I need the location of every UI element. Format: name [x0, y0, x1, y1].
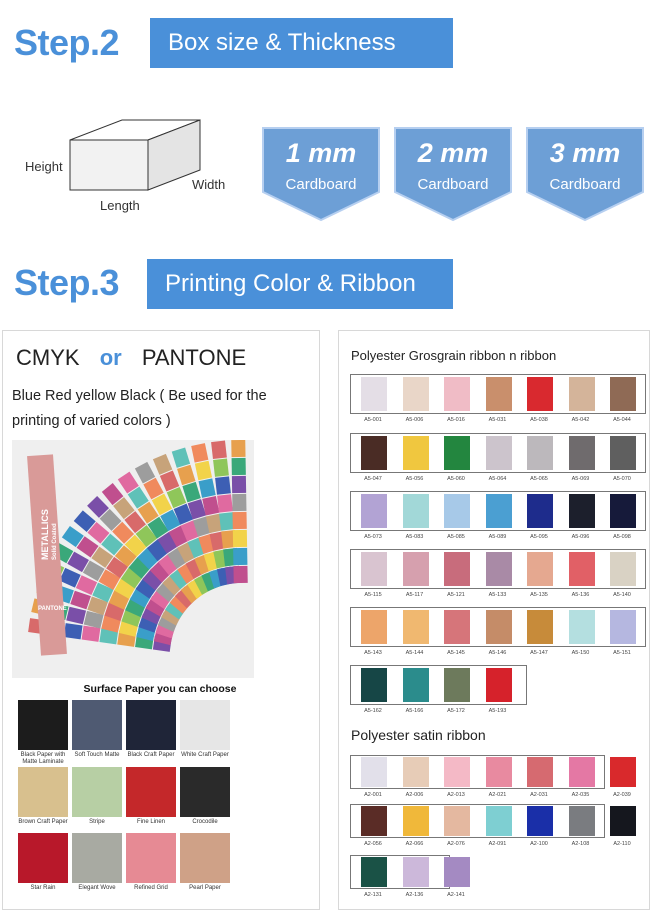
ribbon-code: A5-147 — [530, 650, 548, 656]
ribbon-code: A5-044 — [613, 417, 631, 423]
ribbon-swatch[interactable] — [403, 857, 429, 887]
pantone-chip — [82, 626, 101, 642]
ribbon-code: A5-133 — [488, 592, 507, 598]
surface-paper-label: Black Craft Paper — [127, 752, 175, 758]
surface-paper-swatch[interactable] — [72, 700, 122, 750]
surface-paper-swatch[interactable] — [18, 767, 68, 817]
surface-paper-swatch[interactable] — [126, 833, 176, 883]
ribbon-swatch[interactable] — [444, 377, 470, 411]
cmyk-label: CMYK — [16, 345, 80, 370]
ribbon-swatch[interactable] — [569, 436, 595, 470]
ribbon-code: A5-095 — [530, 534, 548, 540]
ribbon-code: A5-144 — [405, 650, 424, 656]
ribbon-code: A5-172 — [447, 708, 465, 714]
thickness-mm: 3 mm — [549, 138, 621, 168]
ribbon-swatch[interactable] — [444, 806, 470, 836]
ribbon-code: A2-136 — [405, 892, 424, 898]
ribbon-code: A5-096 — [571, 534, 590, 540]
pantone-sub-text: Solid Coated — [52, 523, 58, 560]
ribbon-swatch[interactable] — [444, 668, 470, 702]
ribbon-code: A5-136 — [571, 592, 590, 598]
ribbon-code: A5-016 — [447, 417, 465, 423]
ribbon-swatch[interactable] — [527, 436, 553, 470]
pantone-chip — [211, 441, 227, 459]
ribbon-swatch[interactable] — [361, 494, 387, 528]
pantone-chip — [172, 448, 190, 468]
ribbon-code: A5-146 — [488, 650, 507, 656]
ribbon-code: A2-108 — [571, 841, 590, 847]
thickness-material: Cardboard — [285, 176, 357, 193]
satin-title: Polyester satin ribbon — [351, 727, 486, 743]
ribbon-swatch[interactable] — [610, 436, 636, 470]
pantone-guide-image — [12, 440, 254, 678]
ribbon-code: A2-006 — [405, 792, 424, 798]
ribbon-row — [350, 374, 646, 414]
ribbon-swatch[interactable] — [527, 806, 553, 836]
ribbon-swatch[interactable] — [610, 610, 636, 644]
step2-number: Step.2 — [14, 22, 120, 63]
ribbon-swatch[interactable] — [444, 494, 470, 528]
ribbon-code: A2-141 — [447, 892, 465, 898]
thickness-badge-1mm[interactable] — [259, 126, 383, 222]
ribbon-swatch[interactable] — [527, 494, 553, 528]
ribbon-code: A2-110 — [613, 841, 631, 847]
pantone-chip — [213, 458, 229, 476]
pantone-chip — [70, 591, 91, 610]
box-width-label: Width — [192, 177, 226, 192]
ribbon-swatch[interactable] — [444, 436, 470, 470]
pantone-chip — [217, 494, 233, 512]
pantone-chip — [177, 465, 195, 485]
ribbon-code: A5-083 — [405, 534, 424, 540]
surface-paper-label: Star Rain — [30, 885, 56, 891]
ribbon-swatch[interactable] — [610, 757, 636, 787]
ribbon-swatch[interactable] — [610, 806, 636, 836]
ribbon-swatch[interactable] — [403, 494, 429, 528]
or-label: or — [99, 345, 122, 370]
ribbon-code: A2-001 — [364, 792, 382, 798]
ribbon-swatch[interactable] — [403, 552, 429, 586]
ribbon-swatch[interactable] — [361, 552, 387, 586]
ribbon-swatch[interactable] — [361, 377, 387, 411]
ribbon-code: A2-039 — [613, 792, 631, 798]
ribbon-swatch[interactable] — [486, 610, 512, 644]
ribbon-code: A5-135 — [530, 592, 548, 598]
ribbon-row — [350, 491, 646, 531]
pantone-chip — [66, 607, 86, 625]
thickness-material: Cardboard — [417, 176, 489, 193]
ribbon-swatch[interactable] — [444, 552, 470, 586]
ribbon-code: A5-162 — [364, 708, 382, 714]
ribbon-row — [350, 804, 605, 838]
ribbon-swatch[interactable] — [527, 610, 553, 644]
ribbon-code: A5-098 — [613, 534, 631, 540]
ribbon-code: A2-031 — [530, 792, 548, 798]
ribbon-swatch[interactable] — [361, 806, 387, 836]
surface-paper-label: Stripe — [89, 819, 105, 825]
pantone-chip — [199, 478, 216, 498]
ribbon-swatch[interactable] — [361, 668, 387, 702]
pantone-chip — [232, 458, 246, 475]
ribbon-swatch[interactable] — [610, 494, 636, 528]
ribbon-swatch[interactable] — [361, 857, 387, 887]
ribbon-swatch[interactable] — [444, 757, 470, 787]
pantone-chip — [64, 623, 83, 639]
ribbon-swatch[interactable] — [486, 668, 512, 702]
pantone-chip — [153, 454, 172, 475]
box-length-label: Length — [100, 198, 140, 213]
surface-paper-swatch[interactable] — [72, 833, 122, 883]
surface-paper-swatch[interactable] — [126, 700, 176, 750]
step3-title: Printing Color & Ribbon — [165, 270, 416, 297]
color-description: Blue Red yellow Black ( Be used for the printing of varied colors ) — [12, 388, 267, 429]
surface-paper-swatch[interactable] — [180, 767, 230, 817]
ribbon-code: A2-076 — [447, 841, 465, 847]
ribbon-row — [350, 665, 527, 705]
pantone-chip — [233, 512, 247, 529]
ribbon-swatch[interactable] — [486, 436, 512, 470]
ribbon-code: A5-145 — [447, 650, 465, 656]
ribbon-code: A2-013 — [447, 792, 465, 798]
ribbon-swatch[interactable] — [569, 757, 595, 787]
ribbon-code: A2-035 — [571, 792, 590, 798]
ribbon-swatch[interactable] — [569, 377, 595, 411]
thickness-mm: 2 mm — [417, 138, 489, 168]
surface-paper-label: Elegant Wove — [78, 885, 116, 891]
ribbon-code: A2-100 — [530, 841, 548, 847]
ribbon-swatch[interactable] — [486, 552, 512, 586]
surface-paper-label: Soft Touch Matte — [74, 752, 120, 758]
ribbon-swatch[interactable] — [569, 494, 595, 528]
ribbon-code: A5-001 — [364, 417, 382, 423]
ribbon-swatch[interactable] — [361, 610, 387, 644]
pantone-label: PANTONE — [141, 345, 247, 370]
ribbon-swatch[interactable] — [361, 436, 387, 470]
ribbon-code: A5-060 — [447, 476, 465, 482]
surface-paper-label: Pearl Paper — [189, 885, 221, 891]
ribbon-swatch[interactable] — [527, 377, 553, 411]
pantone-chip — [182, 482, 200, 502]
step2-banner — [150, 18, 453, 68]
ribbon-code: A5-038 — [530, 417, 548, 423]
ribbon-code: A5-042 — [571, 417, 590, 423]
ribbon-code: A5-151 — [613, 650, 631, 656]
surface-paper-label: White Craft Paper — [181, 752, 229, 758]
thickness-material: Cardboard — [549, 176, 621, 193]
pantone-chip — [231, 440, 245, 457]
ribbon-code: A5-089 — [488, 534, 507, 540]
ribbon-swatch[interactable] — [403, 610, 429, 644]
ribbon-code: A5-143 — [364, 650, 382, 656]
ribbon-code: A5-031 — [488, 417, 507, 423]
ribbon-row — [350, 433, 646, 473]
ribbon-code: A5-056 — [405, 476, 424, 482]
step3-number: Step.3 — [14, 262, 120, 303]
surface-paper-swatch[interactable] — [18, 700, 68, 750]
surface-paper-swatch[interactable] — [180, 700, 230, 750]
ribbon-code: A2-066 — [405, 841, 424, 847]
ribbon-swatch[interactable] — [527, 552, 553, 586]
ribbon-swatch[interactable] — [569, 610, 595, 644]
ribbon-code: A2-021 — [488, 792, 507, 798]
pantone-chip — [233, 530, 247, 547]
step2-title: Box size & Thickness — [168, 29, 396, 56]
ribbon-swatch[interactable] — [444, 610, 470, 644]
step3-banner — [147, 259, 453, 309]
ribbon-row — [350, 755, 605, 789]
ribbon-code: A2-091 — [488, 841, 507, 847]
ribbon-code: A5-115 — [364, 592, 382, 598]
ribbon-code: A5-064 — [488, 476, 507, 482]
surface-paper-swatch[interactable] — [180, 833, 230, 883]
ribbon-row — [350, 607, 646, 647]
ribbon-swatch[interactable] — [486, 377, 512, 411]
pantone-chip — [160, 470, 179, 491]
surface-paper-swatch[interactable] — [18, 833, 68, 883]
ribbon-code: A5-085 — [447, 534, 465, 540]
surface-paper-swatch[interactable] — [126, 767, 176, 817]
ribbon-swatch[interactable] — [569, 552, 595, 586]
ribbon-swatch[interactable] — [569, 806, 595, 836]
ribbon-code: A5-070 — [613, 476, 631, 482]
ribbon-swatch[interactable] — [403, 806, 429, 836]
surface-paper-label: Crocodile — [192, 819, 218, 825]
ribbon-swatch[interactable] — [486, 806, 512, 836]
pantone-chip — [233, 566, 247, 583]
color-mode-line — [16, 345, 246, 371]
ribbon-code: A5-065 — [530, 476, 548, 482]
ribbon-swatch[interactable] — [403, 377, 429, 411]
pantone-line-text: METALLICS — [40, 509, 50, 560]
thickness-mm: 1 mm — [285, 138, 357, 168]
ribbon-code: A5-121 — [447, 592, 465, 598]
surface-paper-label: Brown Craft Paper — [18, 819, 68, 825]
pantone-fan-icon — [12, 440, 254, 678]
ribbon-code: A5-069 — [571, 476, 590, 482]
thickness-badge-3mm[interactable] — [523, 126, 647, 222]
ribbon-code: A5-166 — [405, 708, 424, 714]
ribbon-swatch[interactable] — [486, 757, 512, 787]
ribbon-code: A2-056 — [364, 841, 382, 847]
ribbon-row — [350, 855, 450, 889]
pantone-chip — [219, 512, 235, 530]
pantone-chip — [232, 494, 246, 511]
surface-paper-label: Black Paper with Matte Laminate — [20, 752, 66, 765]
ribbon-swatch[interactable] — [403, 668, 429, 702]
ribbon-swatch[interactable] — [403, 757, 429, 787]
ribbon-code: A5-047 — [364, 476, 382, 482]
pantone-chip — [215, 476, 231, 494]
ribbon-code: A5-073 — [364, 534, 382, 540]
pantone-chip — [195, 461, 212, 481]
pantone-brand-text: PANTONE — [38, 606, 67, 612]
surface-paper-label: Refined Grid — [134, 885, 168, 891]
ribbon-code: A5-006 — [405, 417, 424, 423]
ribbon-code: A5-150 — [571, 650, 590, 656]
ribbon-swatch[interactable] — [444, 857, 470, 887]
box-height-label: Height — [25, 159, 63, 174]
ribbon-code: A5-117 — [405, 592, 424, 598]
surface-paper-swatch[interactable] — [72, 767, 122, 817]
ribbon-swatch[interactable] — [527, 757, 553, 787]
ribbon-row — [350, 549, 646, 589]
grosgrain-title: Polyester Grosgrain ribbon n ribbon — [351, 348, 557, 363]
thickness-badge-2mm[interactable] — [391, 126, 515, 222]
pantone-chip — [233, 548, 247, 565]
surface-paper-title: Surface Paper you can choose — [83, 683, 237, 695]
ribbon-swatch[interactable] — [403, 436, 429, 470]
pantone-chip — [232, 476, 246, 493]
ribbon-code: A5-140 — [613, 592, 631, 598]
ribbon-swatch[interactable] — [610, 377, 636, 411]
ribbon-code: A2-131 — [364, 892, 382, 898]
surface-paper-label: Fine Linen — [136, 819, 166, 825]
ribbon-swatch[interactable] — [486, 494, 512, 528]
pantone-chip — [191, 443, 208, 463]
ribbon-swatch[interactable] — [361, 757, 387, 787]
ribbon-swatch[interactable] — [610, 552, 636, 586]
ribbon-code: A5-193 — [488, 708, 507, 714]
